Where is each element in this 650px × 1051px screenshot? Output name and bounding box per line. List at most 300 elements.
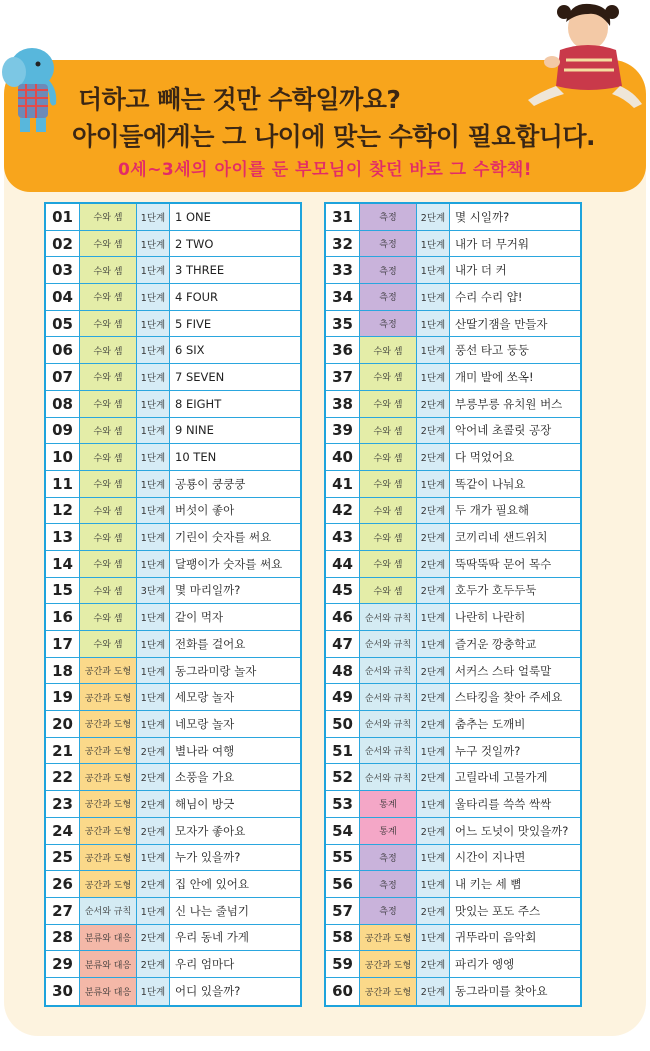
table-row [326, 471, 580, 498]
table-row [326, 498, 580, 525]
table-row [326, 898, 580, 925]
elephant-illustration [0, 38, 80, 138]
table-row [46, 257, 300, 284]
book-level: 1단계 [417, 231, 450, 257]
book-title: 6 SIX [175, 343, 205, 358]
book-level: 2단계 [137, 738, 170, 764]
book-level: 2단계 [417, 444, 450, 470]
book-number: 60 [326, 978, 360, 1005]
book-level: 1단계 [137, 284, 170, 310]
book-number: 44 [326, 551, 360, 577]
table-row [326, 711, 580, 738]
book-level: 1단계 [137, 604, 170, 630]
book-list-table-left [44, 202, 302, 1007]
book-category: 수와 셈 [360, 498, 417, 524]
book-category: 공간과 도형 [360, 951, 417, 977]
book-level: 1단계 [137, 498, 170, 524]
book-category: 수와 셈 [80, 551, 137, 577]
table-row [326, 257, 580, 284]
book-title: 신 나는 줄넘기 [175, 903, 249, 918]
book-title: 수리 수리 얍! [455, 289, 523, 304]
book-category: 수와 셈 [80, 364, 137, 390]
book-level: 2단계 [137, 871, 170, 897]
book-title: 몇 마리일까? [175, 583, 241, 598]
table-row [46, 898, 300, 925]
book-level: 1단계 [137, 471, 170, 497]
table-row [46, 391, 300, 418]
book-title: 귀뚜라미 음악회 [455, 930, 537, 945]
book-title: 누가 있을까? [175, 850, 241, 865]
book-level: 1단계 [137, 391, 170, 417]
table-row [46, 231, 300, 258]
book-number: 24 [46, 818, 80, 844]
table-row [46, 604, 300, 631]
table-row [46, 951, 300, 978]
book-title: 뚝딱뚝딱 문어 목수 [455, 556, 552, 571]
book-level: 1단계 [137, 337, 170, 363]
book-number: 06 [46, 337, 80, 363]
tagline: 0세~3세의 아이를 둔 부모님이 찾던 바로 그 수학책! [117, 160, 533, 180]
book-level: 1단계 [417, 604, 450, 630]
book-category: 수와 셈 [80, 524, 137, 550]
book-category: 수와 셈 [80, 444, 137, 470]
book-category: 수와 셈 [80, 418, 137, 444]
book-number: 43 [326, 524, 360, 550]
book-number: 33 [326, 257, 360, 283]
table-row [46, 711, 300, 738]
table-row [326, 951, 580, 978]
book-category: 수와 셈 [360, 444, 417, 470]
book-title: 전화를 걸어요 [175, 636, 246, 651]
book-title: 풍선 타고 둥둥 [455, 343, 529, 358]
book-category: 순서와 규칙 [360, 684, 417, 710]
book-title: 파리가 엥엥 [455, 957, 515, 972]
book-title: 동그라미를 찾아요 [455, 984, 548, 999]
book-level: 2단계 [417, 764, 450, 790]
book-category: 수와 셈 [360, 524, 417, 550]
book-level: 2단계 [417, 711, 450, 737]
book-level: 2단계 [417, 978, 450, 1005]
book-title: 내가 더 커 [455, 263, 507, 278]
book-title: 버섯이 좋아 [175, 503, 235, 518]
book-title: 맛있는 포도 주스 [455, 903, 541, 918]
table-row [326, 231, 580, 258]
table-row [326, 631, 580, 658]
book-level: 2단계 [417, 391, 450, 417]
book-category: 분류와 대응 [80, 925, 137, 951]
book-number: 37 [326, 364, 360, 390]
book-number: 42 [326, 498, 360, 524]
table-row [46, 925, 300, 952]
book-number: 41 [326, 471, 360, 497]
table-row [326, 871, 580, 898]
book-category: 공간과 도형 [80, 738, 137, 764]
book-level: 1단계 [137, 631, 170, 657]
book-number: 03 [46, 257, 80, 283]
table-row [46, 845, 300, 872]
book-category: 수와 셈 [80, 631, 137, 657]
book-number: 53 [326, 791, 360, 817]
table-row [326, 444, 580, 471]
book-level: 2단계 [417, 204, 450, 230]
book-title: 다 먹었어요 [455, 450, 515, 465]
book-number: 32 [326, 231, 360, 257]
book-category: 공간과 도형 [360, 978, 417, 1005]
book-number: 07 [46, 364, 80, 390]
table-row [46, 578, 300, 605]
book-category: 수와 셈 [80, 604, 137, 630]
book-title: 8 EIGHT [175, 396, 222, 411]
book-level: 1단계 [137, 311, 170, 337]
book-number: 17 [46, 631, 80, 657]
book-category: 측정 [360, 871, 417, 897]
table-row [46, 471, 300, 498]
table-row [46, 764, 300, 791]
book-level: 2단계 [417, 658, 450, 684]
book-title: 누구 것일까? [455, 743, 521, 758]
book-level: 1단계 [417, 337, 450, 363]
book-number: 51 [326, 738, 360, 764]
book-title: 7 SEVEN [175, 369, 225, 384]
book-number: 59 [326, 951, 360, 977]
book-number: 26 [46, 871, 80, 897]
book-category: 수와 셈 [80, 204, 137, 230]
book-title: 똑같이 나눠요 [455, 476, 526, 491]
book-level: 2단계 [137, 764, 170, 790]
table-row [326, 418, 580, 445]
book-number: 38 [326, 391, 360, 417]
book-title: 호두가 호두두둑 [455, 583, 537, 598]
book-category: 통계 [360, 791, 417, 817]
book-title: 기린이 숫자를 써요 [175, 530, 272, 545]
book-title: 산딸기잼을 만들자 [455, 316, 548, 331]
table-row [326, 337, 580, 364]
book-category: 수와 셈 [360, 364, 417, 390]
book-category: 수와 셈 [80, 284, 137, 310]
table-row [326, 284, 580, 311]
book-category: 순서와 규칙 [360, 658, 417, 684]
book-title: 1 ONE [175, 209, 211, 224]
book-category: 공간과 도형 [80, 818, 137, 844]
book-level: 2단계 [137, 791, 170, 817]
book-category: 측정 [360, 311, 417, 337]
book-category: 순서와 규칙 [80, 898, 137, 924]
book-number: 09 [46, 418, 80, 444]
table-row [46, 204, 300, 231]
book-number: 57 [326, 898, 360, 924]
table-row [326, 658, 580, 685]
book-level: 2단계 [417, 551, 450, 577]
book-title: 5 FIVE [175, 316, 212, 331]
book-number: 50 [326, 711, 360, 737]
book-category: 순서와 규칙 [360, 764, 417, 790]
book-title: 울타리를 쓱쓱 싹싹 [455, 796, 552, 811]
book-level: 1단계 [417, 311, 450, 337]
table-row [46, 284, 300, 311]
book-category: 수와 셈 [360, 551, 417, 577]
book-level: 1단계 [137, 444, 170, 470]
book-number: 18 [46, 658, 80, 684]
book-title: 2 TWO [175, 236, 214, 251]
book-number: 29 [46, 951, 80, 977]
book-level: 3단계 [137, 578, 170, 604]
book-title: 악어네 초콜릿 공장 [455, 423, 552, 438]
book-number: 30 [46, 978, 80, 1005]
headline-line-1: 더하고 빼는 것만 수학일까요? [78, 85, 401, 114]
book-number: 46 [326, 604, 360, 630]
book-level: 1단계 [417, 257, 450, 283]
book-number: 48 [326, 658, 360, 684]
book-category: 수와 셈 [360, 578, 417, 604]
book-category: 공간과 도형 [80, 684, 137, 710]
book-category: 수와 셈 [80, 471, 137, 497]
book-number: 13 [46, 524, 80, 550]
table-row [46, 631, 300, 658]
table-row [46, 658, 300, 685]
book-number: 04 [46, 284, 80, 310]
book-title: 10 TEN [175, 450, 217, 465]
book-title: 춤추는 도깨비 [455, 716, 526, 731]
book-title: 코끼리네 샌드위치 [455, 530, 548, 545]
book-title: 4 FOUR [175, 289, 219, 304]
book-title: 세모랑 놀자 [175, 690, 235, 705]
book-number: 31 [326, 204, 360, 230]
book-level: 2단계 [137, 925, 170, 951]
table-row [46, 498, 300, 525]
book-number: 35 [326, 311, 360, 337]
table-row [326, 925, 580, 952]
book-number: 10 [46, 444, 80, 470]
book-number: 02 [46, 231, 80, 257]
book-title: 같이 먹자 [175, 610, 224, 625]
book-level: 1단계 [417, 631, 450, 657]
book-category: 공간과 도형 [80, 711, 137, 737]
table-row [326, 604, 580, 631]
book-number: 12 [46, 498, 80, 524]
book-title: 몇 시일까? [455, 209, 510, 224]
book-number: 55 [326, 845, 360, 871]
book-level: 1단계 [137, 898, 170, 924]
table-row [46, 524, 300, 551]
book-level: 2단계 [137, 818, 170, 844]
table-row [326, 764, 580, 791]
table-row [326, 578, 580, 605]
table-row [46, 738, 300, 765]
book-number: 40 [326, 444, 360, 470]
book-level: 1단계 [137, 524, 170, 550]
book-number: 52 [326, 764, 360, 790]
book-number: 28 [46, 925, 80, 951]
table-row [326, 391, 580, 418]
book-level: 1단계 [137, 418, 170, 444]
book-category: 분류와 대응 [80, 978, 137, 1005]
book-category: 수와 셈 [80, 231, 137, 257]
table-row [326, 978, 580, 1005]
book-level: 2단계 [417, 578, 450, 604]
book-number: 34 [326, 284, 360, 310]
book-level: 2단계 [417, 524, 450, 550]
book-level: 1단계 [417, 284, 450, 310]
book-number: 25 [46, 845, 80, 871]
book-title: 부릉부릉 유치원 버스 [455, 396, 563, 411]
book-category: 분류와 대응 [80, 951, 137, 977]
table-row [326, 524, 580, 551]
book-category: 수와 셈 [80, 311, 137, 337]
book-number: 22 [46, 764, 80, 790]
book-list-table-right [324, 202, 582, 1007]
headline-line-2: 아이들에게는 그 나이에 맞는 수학이 필요합니다. [72, 122, 596, 151]
book-category: 측정 [360, 845, 417, 871]
book-title: 소풍을 가요 [175, 770, 235, 785]
book-title: 별나라 여행 [175, 743, 235, 758]
book-category: 수와 셈 [80, 578, 137, 604]
book-level: 1단계 [137, 204, 170, 230]
book-title: 9 NINE [175, 423, 214, 438]
book-title: 3 THREE [175, 263, 225, 278]
book-number: 16 [46, 604, 80, 630]
table-row [326, 738, 580, 765]
book-level: 1단계 [137, 684, 170, 710]
book-number: 01 [46, 204, 80, 230]
book-level: 1단계 [137, 257, 170, 283]
table-row [46, 337, 300, 364]
book-level: 1단계 [417, 364, 450, 390]
book-number: 36 [326, 337, 360, 363]
book-title: 우리 동네 가게 [175, 930, 249, 945]
book-category: 수와 셈 [360, 337, 417, 363]
book-title: 집 안에 있어요 [175, 877, 249, 892]
book-level: 1단계 [137, 658, 170, 684]
book-category: 공간과 도형 [80, 791, 137, 817]
table-row [46, 444, 300, 471]
book-number: 47 [326, 631, 360, 657]
book-title: 공룡이 쿵쿵쿵 [175, 476, 246, 491]
book-level: 1단계 [137, 231, 170, 257]
book-title: 해님이 방긋 [175, 796, 235, 811]
book-title: 서커스 스타 얼룩말 [455, 663, 552, 678]
table-row [46, 364, 300, 391]
book-category: 수와 셈 [360, 471, 417, 497]
table-row [46, 791, 300, 818]
book-level: 2단계 [417, 498, 450, 524]
table-row [326, 551, 580, 578]
book-category: 측정 [360, 284, 417, 310]
book-category: 수와 셈 [80, 498, 137, 524]
book-level: 2단계 [417, 418, 450, 444]
table-row [46, 871, 300, 898]
book-title: 나란히 나란히 [455, 610, 526, 625]
book-category: 수와 셈 [360, 418, 417, 444]
book-number: 08 [46, 391, 80, 417]
book-category: 공간과 도형 [80, 845, 137, 871]
table-row [326, 845, 580, 872]
book-number: 14 [46, 551, 80, 577]
book-category: 측정 [360, 231, 417, 257]
table-row [46, 978, 300, 1005]
book-title: 어느 도넛이 맛있을까? [455, 823, 569, 838]
table-row [326, 311, 580, 338]
book-category: 측정 [360, 204, 417, 230]
book-category: 수와 셈 [80, 257, 137, 283]
book-level: 1단계 [417, 738, 450, 764]
book-number: 58 [326, 925, 360, 951]
book-category: 공간과 도형 [80, 658, 137, 684]
book-title: 두 개가 필요해 [455, 503, 529, 518]
book-title: 네모랑 놀자 [175, 716, 235, 731]
book-level: 2단계 [417, 898, 450, 924]
table-row [326, 204, 580, 231]
book-level: 2단계 [417, 818, 450, 844]
book-number: 23 [46, 791, 80, 817]
book-level: 1단계 [417, 471, 450, 497]
book-category: 통계 [360, 818, 417, 844]
book-number: 56 [326, 871, 360, 897]
book-title: 내가 더 무거워 [455, 236, 529, 251]
book-number: 20 [46, 711, 80, 737]
book-level: 1단계 [137, 711, 170, 737]
book-category: 측정 [360, 898, 417, 924]
book-number: 15 [46, 578, 80, 604]
book-number: 05 [46, 311, 80, 337]
book-title: 고릴라네 고물가게 [455, 770, 548, 785]
book-level: 1단계 [137, 978, 170, 1005]
book-number: 45 [326, 578, 360, 604]
book-category: 수와 셈 [360, 391, 417, 417]
book-title: 모자가 좋아요 [175, 823, 246, 838]
book-category: 공간과 도형 [360, 925, 417, 951]
book-title: 어디 있을까? [175, 984, 241, 999]
table-row [46, 684, 300, 711]
table-row [326, 818, 580, 845]
table-row [326, 684, 580, 711]
book-level: 2단계 [137, 951, 170, 977]
book-number: 11 [46, 471, 80, 497]
book-category: 수와 셈 [80, 391, 137, 417]
book-number: 49 [326, 684, 360, 710]
book-title: 시간이 지나면 [455, 850, 526, 865]
book-title: 즐거운 깡충학교 [455, 636, 537, 651]
book-category: 공간과 도형 [80, 764, 137, 790]
table-row [326, 364, 580, 391]
book-title: 달팽이가 숫자를 써요 [175, 556, 283, 571]
book-level: 1단계 [417, 871, 450, 897]
book-title: 동그라미랑 놀자 [175, 663, 257, 678]
book-level: 2단계 [417, 684, 450, 710]
book-category: 순서와 규칙 [360, 604, 417, 630]
table-row [46, 418, 300, 445]
table-row [46, 311, 300, 338]
book-category: 측정 [360, 257, 417, 283]
book-level: 2단계 [417, 951, 450, 977]
book-category: 순서와 규칙 [360, 631, 417, 657]
book-level: 1단계 [137, 845, 170, 871]
book-number: 19 [46, 684, 80, 710]
book-category: 순서와 규칙 [360, 711, 417, 737]
book-number: 27 [46, 898, 80, 924]
book-title: 우리 엄마다 [175, 957, 235, 972]
book-title: 스타킹을 찾아 주세요 [455, 690, 563, 705]
book-level: 1단계 [417, 925, 450, 951]
book-category: 공간과 도형 [80, 871, 137, 897]
book-number: 21 [46, 738, 80, 764]
table-row [46, 551, 300, 578]
book-title: 개미 발에 쏘옥! [455, 369, 534, 384]
book-level: 1단계 [417, 791, 450, 817]
book-level: 1단계 [417, 845, 450, 871]
book-category: 수와 셈 [80, 337, 137, 363]
table-row [326, 791, 580, 818]
table-row [46, 818, 300, 845]
